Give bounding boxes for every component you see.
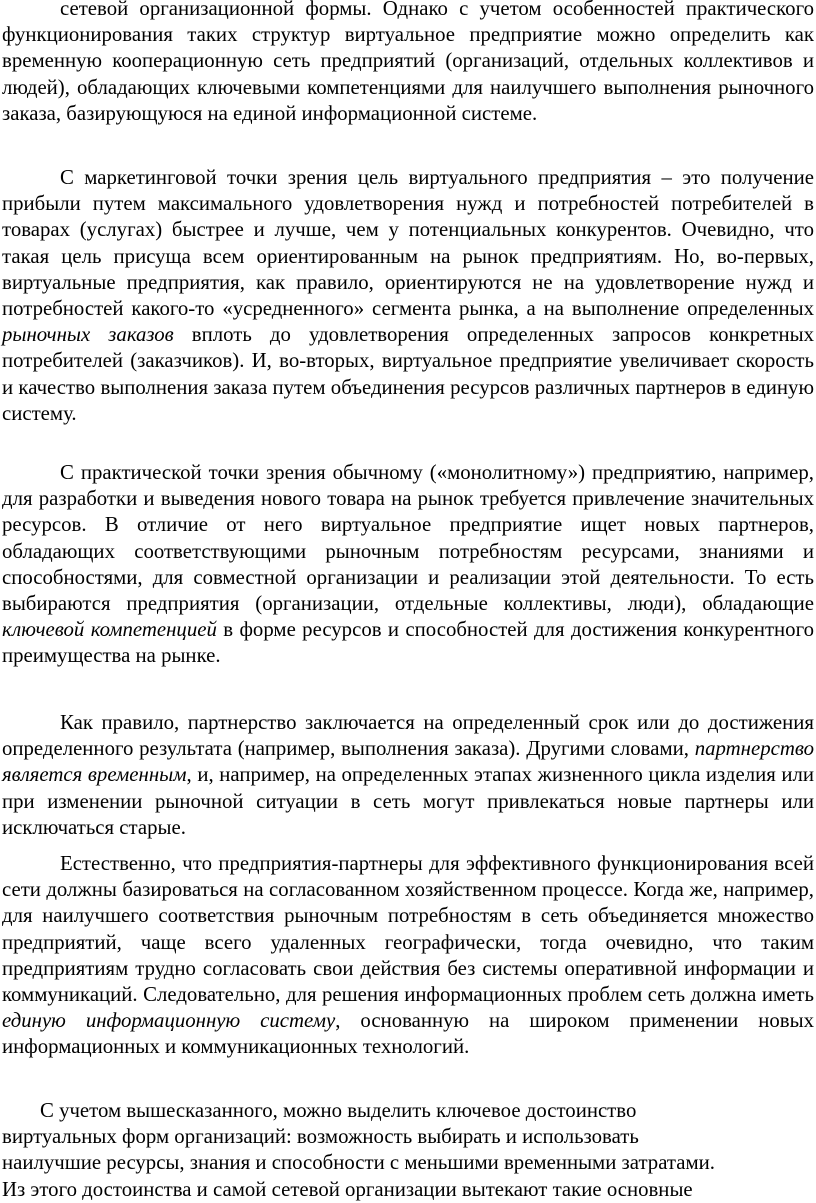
text-line: виртуальных форм организаций: возможность выбирать и использовать	[2, 1125, 639, 1149]
paragraph-partnership	[2, 710, 814, 841]
italic-term-market-orders: рыночных заказов	[2, 323, 174, 347]
paragraph-text: Естественно, что предприятия-партнеры для эффективного функционирования всей сети должны базироваться на согласованном хозяйственном процессе. Когда же, например, для наилучшего соответствия рыночным потребностям в сеть объединяется множество предприятий, чаще всего удаленных географически, тогда очевидно, что таким предприятиям трудно согласовать свои действия без системы оперативной информации и коммуникаций. Следовательно, для решения информационных проблем сеть должна иметь	[2, 852, 814, 1007]
paragraph-text: , основанную на широком применении новых информационных и коммуникационных технологий.	[2, 1009, 814, 1059]
paragraph-text: сетевой организационной формы. Однако с учетом особенностей практического функционирования таких структур виртуальное предприятие можно определить как временную кооперационную сеть предприятий (организаций, отдельных коллективов и людей), обладающих ключевыми компетенциями для наилучшего выполнения рыночного заказа, базирующуюся на единой информационной системе.	[2, 0, 814, 125]
paragraph-marketing-view	[2, 165, 814, 427]
paragraph-information-system	[2, 851, 814, 1061]
text-line: С учетом вышесказанного, можно выделить ключевое достоинство	[40, 1099, 637, 1122]
paragraph-text: С практической точки зрения обычному («монолитному») предприятию, например, для разработки и выведения нового товара на рынок требуется привлечение значительных ресурсов. В отличие от него виртуальное предприятие ищет новых партнеров, обладающих соответствующими рыночным потребностям ресурсами, знаниями и способностями, для совместной организации и реализации этой деятельности. То есть выбираются предприятия (организации, отдельные коллективы, люди), обладающие	[2, 461, 814, 616]
paragraph-practical-view	[2, 460, 814, 670]
text-line: Из этого достоинства и самой сетевой организации вытекают такие основные	[2, 1177, 693, 1201]
paragraph-text: в форме ресурсов и способностей для достижения конкурентного преимущества на рынке.	[2, 618, 814, 668]
paragraph-network-form	[2, 0, 814, 127]
paragraph-key-advantage	[2, 1098, 814, 1203]
paragraph-text: С маркетинговой точки зрения цель виртуального предприятия – это получение прибыли путем максимального удовлетворения нужд и потребностей потребителей в товарах (услугах) быстрее и лучше, чем у потенциальных конкурентов. Очевидно, что такая цель присуща всем ориентированным на рынок предприятиям. Но, во-первых, виртуальные предприятия, как правило, ориентируются не на удовлетворение нужд и потребностей какого-то «усредненного» сегмента рынка, а на выполнение определенных	[2, 166, 814, 321]
text-line: наилучшие ресурсы, знания и способности с меньшими временными затратами.	[2, 1151, 715, 1175]
italic-term-unified-information-system: единую информационную систему	[2, 1009, 336, 1033]
italic-term-key-competence: ключевой компетенцией	[2, 618, 217, 642]
italic-term-temporary-partnership: партнерство является временным	[2, 737, 814, 787]
paragraph-text: вплоть до удовлетворения определенных запросов конкретных потребителей (заказчиков). И, во-вторых, виртуальное предприятие увеличивает скорость и качество выполнения заказа путем объединения ресурсов различных партнеров в единую систему.	[2, 323, 814, 425]
paragraph-text: Как правило, партнерство заключается на определенный срок или до достижения определенного результата (например, выполнения заказа). Другими словами,	[2, 711, 814, 761]
paragraph-text: , и, например, на определенных этапах жизненного цикла изделия или при изменении рыночной ситуации в сеть могут привлекаться новые партнеры или исключаться старые.	[2, 763, 814, 839]
